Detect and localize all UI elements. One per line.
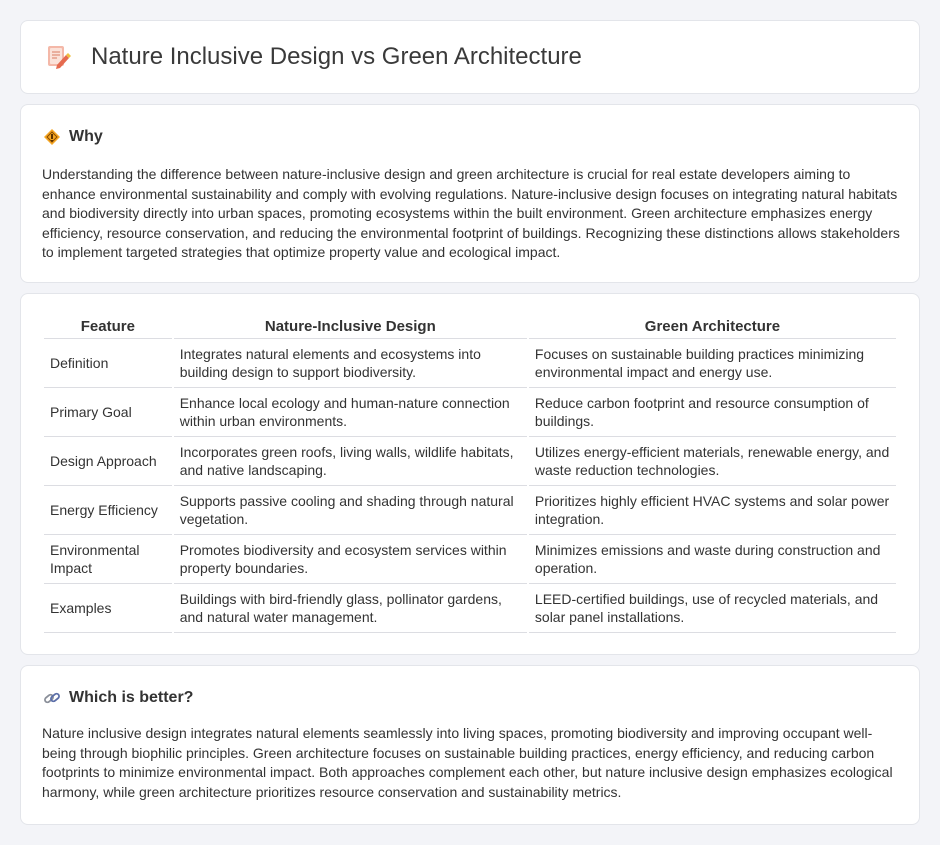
feature-cell: Primary Goal <box>44 388 172 437</box>
table-row <box>44 584 896 633</box>
green-cell: Minimizes emissions and waste during construction and operation. <box>529 535 896 584</box>
green-cell: Focuses on sustainable building practices minimizing environmental impact and energy use. <box>529 339 896 388</box>
comparison-section <box>20 293 920 655</box>
nature-cell: Enhance local ecology and human-nature connection within urban environments. <box>174 388 527 437</box>
table-row <box>44 339 896 388</box>
nature-cell: Supports passive cooling and shading through natural vegetation. <box>174 486 527 535</box>
title-row <box>45 43 582 71</box>
feature-cell: Environmental Impact <box>44 535 172 584</box>
page-title: Nature Inclusive Design vs Green Architecture <box>91 43 582 70</box>
table-row <box>44 486 896 535</box>
feature-cell: Definition <box>44 339 172 388</box>
table-row <box>44 437 896 486</box>
feature-cell: Examples <box>44 584 172 633</box>
green-cell: Utilizes energy-efficient materials, renewable energy, and waste reduction technologies. <box>529 437 896 486</box>
feature-cell: Design Approach <box>44 437 172 486</box>
table-row <box>44 535 896 584</box>
table-header-row <box>44 316 896 339</box>
nature-cell: Buildings with bird-friendly glass, pollinator gardens, and natural water management. <box>174 584 527 633</box>
green-cell: Reduce carbon footprint and resource consumption of buildings. <box>529 388 896 437</box>
why-heading <box>43 128 103 146</box>
table-row <box>44 388 896 437</box>
better-heading <box>43 689 193 707</box>
nature-cell: Incorporates green roofs, living walls, wildlife habitats, and native landscaping. <box>174 437 527 486</box>
why-section <box>20 104 920 283</box>
header-feature: Feature <box>44 316 172 339</box>
why-text: Understanding the difference between nature-inclusive design and green architecture is crucial for real estate developers aiming to enhance environmental sustainability and comply with evolving regulations. Nature-inclusive design focuses on integrating natural habitats and biodiversity directly into urban spaces, promoting ecosystems within the built environment. Green architecture emphasizes energy efficiency, resource conservation, and reducing the environmental footprint of buildings. Recognizing these distinctions allows stakeholders to implement targeted strategies that optimize property value and ecological impact. <box>42 166 900 261</box>
header-green-architecture: Green Architecture <box>529 316 896 339</box>
document-pencil-icon <box>45 43 71 71</box>
feature-cell: Energy Efficiency <box>44 486 172 535</box>
green-cell: LEED-certified buildings, use of recycled materials, and solar panel installations. <box>529 584 896 633</box>
better-text: Nature inclusive design integrates natural elements seamlessly into living spaces, promoting biodiversity and improving occupant well-being through biophilic principles. Green architecture focuses on sustainable building practices, energy efficiency, and reducing carbon footprints to minimize environmental impact. Both approaches complement each other, but nature inclusive design emphasizes ecological harmony, while green architecture prioritizes resource conservation and sustainability metrics. <box>42 725 893 800</box>
better-title: Which is better? <box>69 689 194 706</box>
link-icon <box>43 689 61 707</box>
why-title: Why <box>69 128 103 145</box>
diamond-sign-icon <box>43 128 61 146</box>
header-card <box>20 20 920 94</box>
better-section <box>20 665 920 825</box>
header-nature-inclusive: Nature-Inclusive Design <box>174 316 527 339</box>
nature-cell: Integrates natural elements and ecosystems into building design to support biodiversity. <box>174 339 527 388</box>
comparison-table <box>42 316 898 633</box>
green-cell: Prioritizes highly efficient HVAC systems and solar power integration. <box>529 486 896 535</box>
nature-cell: Promotes biodiversity and ecosystem services within property boundaries. <box>174 535 527 584</box>
